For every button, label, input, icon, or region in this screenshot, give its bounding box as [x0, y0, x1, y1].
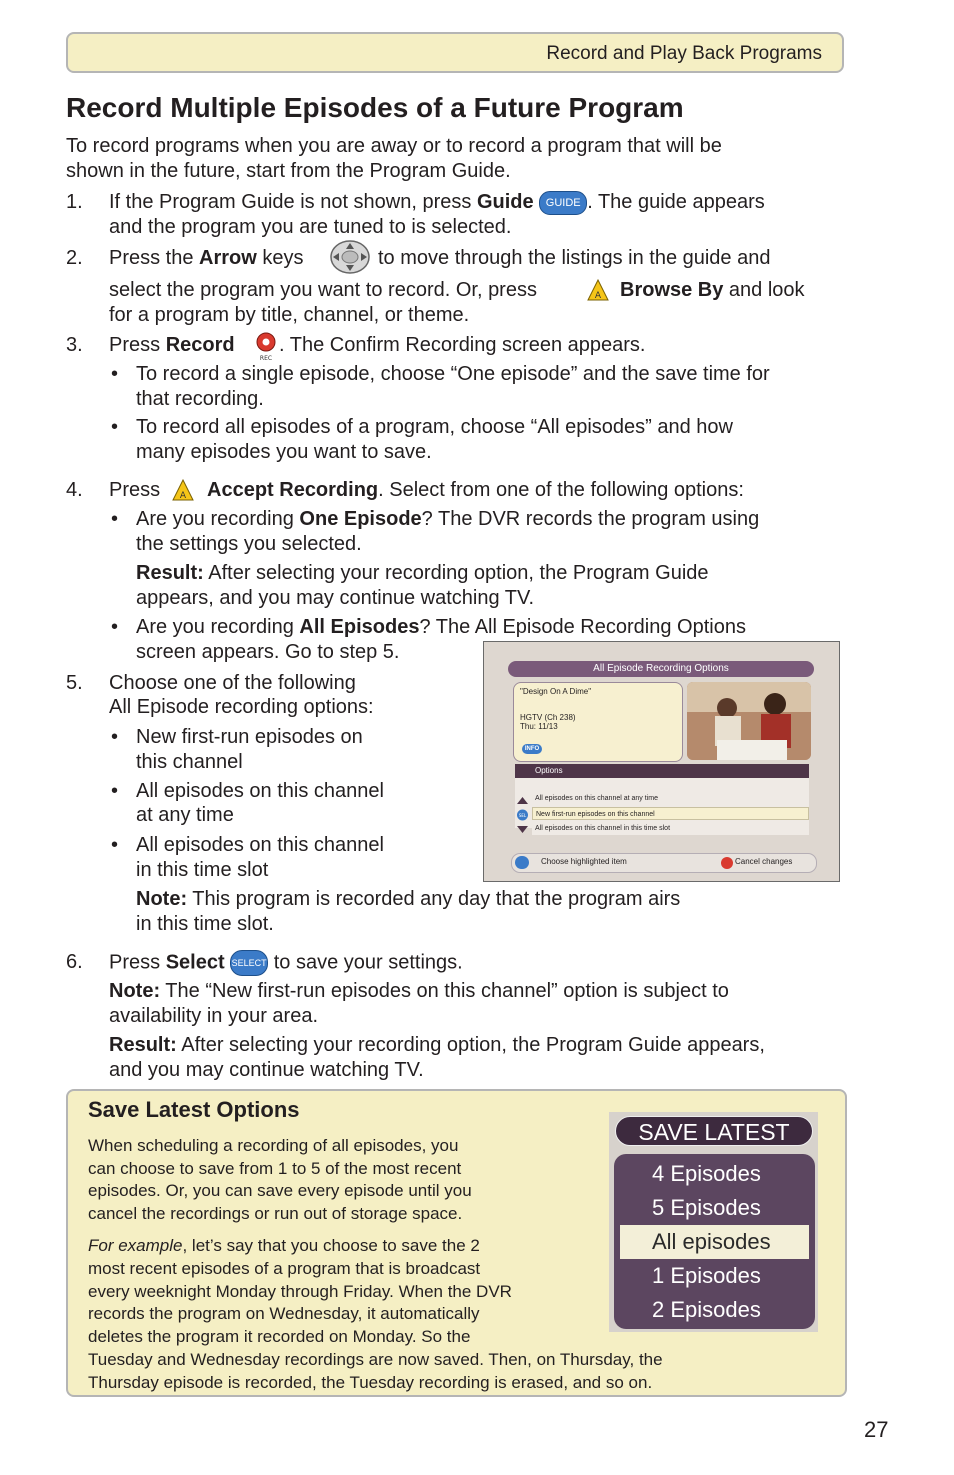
- step-text: Result: After selecting your recording option, the Program Guide: [136, 562, 709, 584]
- bullet: •: [111, 416, 119, 438]
- program-title: "Design On A Dime": [520, 687, 592, 696]
- step-text: Accept Recording. Select from one of the following options:: [207, 479, 744, 501]
- step-text: that recording.: [136, 388, 264, 410]
- step-text: in this time slot: [136, 859, 269, 881]
- bullet: •: [111, 834, 119, 856]
- step-number: 2.: [66, 247, 83, 269]
- guide-button-icon: GUIDE: [539, 191, 587, 215]
- step-text: To record a single episode, choose “One episode” and the save time for: [136, 363, 770, 385]
- menu-item[interactable]: 5 Episodes: [652, 1195, 761, 1220]
- box-text: most recent episodes of a program that is broadcast: [88, 1259, 481, 1278]
- step-text: and the program you are tuned to is selected.: [109, 216, 512, 238]
- box-text: records the program on Wednesday, it automatically: [88, 1304, 480, 1323]
- box-text: Tuesday and Wednesday recordings are now saved. Then, on Thursday, the: [88, 1350, 663, 1369]
- option-row-selected[interactable]: New first-run episodes on this channel: [532, 807, 809, 820]
- a-button-icon: [172, 479, 194, 501]
- screen-title: All Episode Recording Options: [508, 661, 814, 677]
- box-text: deletes the program it recorded on Monday. So the: [88, 1327, 471, 1346]
- svg-text:SEL: SEL: [518, 813, 527, 818]
- step-text: All episodes on this channel: [136, 780, 384, 802]
- program-time: Thu: 11/13: [520, 722, 558, 731]
- box-text: For example, let’s say that you choose to save the 2: [88, 1236, 480, 1255]
- step-text: To record all episodes of a program, choose “All episodes” and how: [136, 416, 733, 438]
- screen-footer: [511, 853, 817, 873]
- box-text: When scheduling a recording of all episodes, you: [88, 1136, 459, 1155]
- step-text: All episodes on this channel: [136, 834, 384, 856]
- bullet: •: [111, 726, 119, 748]
- box-text: Thursday episode is recorded, the Tuesday recording is erased, and so on.: [88, 1373, 653, 1392]
- step-text: Note: This program is recorded any day that the program airs: [136, 888, 681, 910]
- step-text: If the Program Guide is not shown, press Guide GUIDE . The guide appears: [109, 191, 765, 213]
- program-info-panel: [513, 682, 683, 762]
- options-header: Options: [515, 764, 809, 778]
- step-text: . The Confirm Recording screen appears.: [279, 334, 646, 356]
- info-button-icon: INFO: [522, 744, 542, 754]
- step-text: Result: After selecting your recording option, the Program Guide appears,: [109, 1034, 765, 1056]
- step-text: and you may continue watching TV.: [109, 1059, 424, 1081]
- step-text: Press Select SELECT to save your settings.: [109, 950, 463, 976]
- svg-text:A: A: [179, 491, 187, 501]
- program-photo: [687, 682, 811, 760]
- up-down-select-icon: [516, 797, 529, 833]
- step-text: Note: The “New first-run episodes on this channel” option is subject to: [109, 980, 729, 1002]
- box-text: every weeknight Monday through Friday. When the DVR: [88, 1282, 512, 1301]
- step-text: Press the Arrow keys: [109, 247, 304, 269]
- section-header-bar: [66, 32, 844, 73]
- box-text: episodes. Or, you can save every episode until you: [88, 1181, 472, 1200]
- box-text: cancel the recordings or run out of storage space.: [88, 1204, 463, 1223]
- footer-choose: Choose highlighted item: [541, 857, 627, 866]
- record-button-icon: [255, 332, 277, 362]
- step-text: New first-run episodes on: [136, 726, 363, 748]
- step-text: Browse By and look: [620, 279, 805, 301]
- cancel-icon: [721, 857, 733, 869]
- page-number: 27: [864, 1417, 889, 1442]
- step-text: at any time: [136, 804, 234, 826]
- step-text: the settings you selected.: [136, 533, 362, 555]
- step-text: availability in your area.: [109, 1005, 318, 1027]
- step-number: 3.: [66, 334, 83, 356]
- bullet: •: [111, 780, 119, 802]
- step-number: 6.: [66, 951, 83, 973]
- step-text: screen appears. Go to step 5.: [136, 641, 400, 663]
- all-episode-options-screenshot: [483, 641, 840, 882]
- option-row[interactable]: All episodes on this channel in this time slot: [532, 822, 809, 835]
- step-text: Press Record: [109, 334, 235, 356]
- menu-item[interactable]: 1 Episodes: [652, 1263, 761, 1288]
- menu-title: SAVE LATEST: [615, 1116, 813, 1146]
- arrow-keys-icon: [330, 240, 370, 274]
- menu-item[interactable]: 4 Episodes: [652, 1161, 761, 1186]
- step-text: many episodes you want to save.: [136, 441, 432, 463]
- step-number: 5.: [66, 672, 83, 694]
- intro-line: To record programs when you are away or to record a program that will be: [66, 135, 722, 157]
- menu-list: [614, 1154, 815, 1329]
- a-button-icon: [587, 279, 609, 301]
- option-row[interactable]: All episodes on this channel at any time: [532, 792, 809, 805]
- step-text: Choose one of the following: [109, 672, 356, 694]
- step-text: in this time slot.: [136, 913, 274, 935]
- step-text: Press: [109, 479, 161, 501]
- step-text: All Episode recording options:: [109, 696, 374, 718]
- step-text: select the program you want to record. Or, press: [109, 279, 537, 301]
- save-latest-menu-screenshot: [609, 1112, 818, 1332]
- bullet: •: [111, 363, 119, 385]
- step-text: for a program by title, channel, or theme.: [109, 304, 470, 326]
- select-button-icon: SELECT: [230, 950, 268, 976]
- section-title: Record and Play Back Programs: [546, 43, 822, 64]
- footer-cancel: Cancel changes: [735, 857, 793, 866]
- step-number: 1.: [66, 191, 83, 213]
- bullet: •: [111, 616, 119, 638]
- step-text: Are you recording All Episodes? The All Episode Recording Options: [136, 616, 746, 638]
- svg-text:A: A: [594, 291, 602, 301]
- select-icon: [515, 856, 529, 869]
- step-text: appears, and you may continue watching TV.: [136, 587, 535, 609]
- box-title: Save Latest Options: [88, 1097, 300, 1122]
- svg-text:REC: REC: [259, 355, 273, 362]
- box-text: can choose to save from 1 to 5 of the most recent: [88, 1159, 462, 1178]
- page-title: Record Multiple Episodes of a Future Program: [66, 92, 684, 123]
- step-text: Are you recording One Episode? The DVR records the program using: [136, 508, 760, 530]
- menu-item[interactable]: 2 Episodes: [652, 1297, 761, 1322]
- step-text: to move through the listings in the guide and: [378, 247, 771, 269]
- program-photo-image: [687, 682, 811, 760]
- step-text: this channel: [136, 751, 243, 773]
- menu-item-selected[interactable]: All episodes: [620, 1225, 809, 1259]
- step-number: 4.: [66, 479, 83, 501]
- program-channel: HGTV (Ch 238): [520, 713, 576, 722]
- intro-line: shown in the future, start from the Program Guide.: [66, 160, 511, 182]
- bullet: •: [111, 508, 119, 530]
